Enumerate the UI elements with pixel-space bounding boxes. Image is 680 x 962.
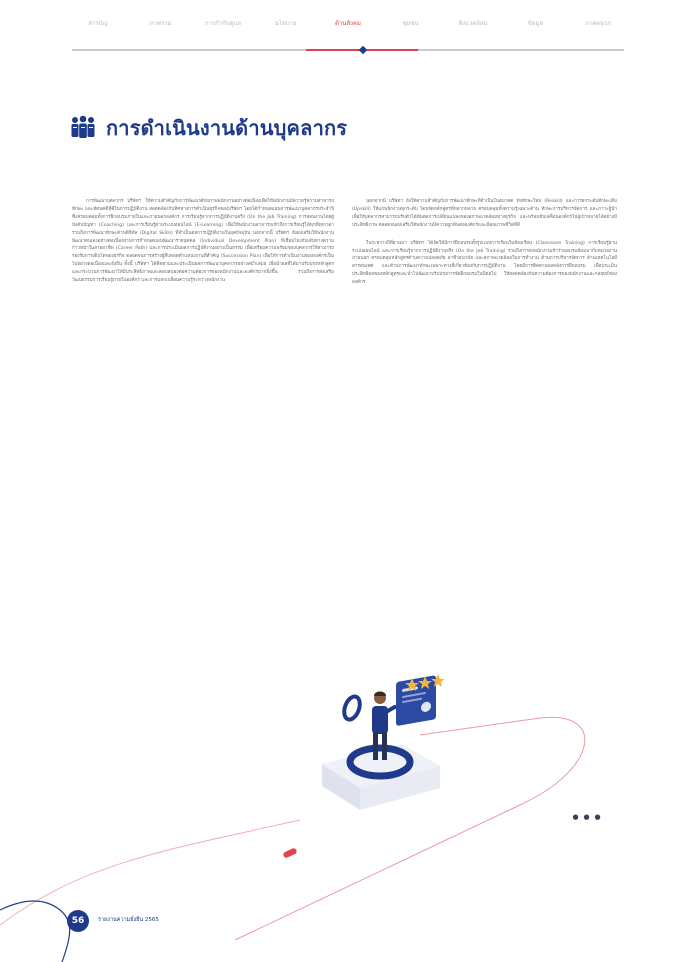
people-group-icon: [68, 113, 98, 143]
nav-item[interactable]: สิ่งแวดล้อม: [458, 20, 488, 27]
nav-item[interactable]: ภาพรวม: [149, 20, 172, 27]
body-paragraph: ในระหว่างปีที่ผ่านมา บริษัทฯ ได้จัดให้มีการฝึกอบรมทั้งรูปแบบการเรียนในห้องเรียน (Classroom Training) การเรียนรู้ผ่านระบบออนไลน์ และการเรียนรู้จากการปฏิบัติงานจริง (On the Job Training) รวมถึงการส่งพนักงานเข้าร่วมอบรมสัมมนากับหน่วยงานภายนอก ครอบคลุมหลักสูตรด้านความปลอดภัย อาชีวอนามัย และสภาพแวดล้อมในการทำงาน ด้านการบริหารจัดการ ด้านเทคโนโลยีสารสนเทศ และด้านการพัฒนาทักษะเฉพาะทางที่เกี่ยวข้องกับการปฏิบัติงาน โดยมีการติดตามผลหลังการฝึกอบรม เพื่อประเมินประสิทธิผลของหลักสูตรและนำไปพัฒนาปรับปรุงการจัดฝึกอบรมในปีต่อไป ให้สอดคล้องกับความต้องการของพนักงานและกลยุทธ์ขององค์กร: [352, 240, 617, 286]
section-heading: [68, 112, 347, 144]
page-number-badge: 56: [67, 910, 89, 932]
body-column-right: [352, 198, 617, 578]
nav-item[interactable]: นโยบาย: [274, 20, 297, 27]
nav-item[interactable]: ข้อมูล: [527, 20, 544, 27]
nav-item[interactable]: สารบัญ: [88, 20, 108, 27]
nav-item[interactable]: ด้านสังคม: [335, 20, 361, 27]
dot-icon: ●: [594, 813, 601, 821]
top-navigation: [72, 20, 624, 56]
body-paragraph: นอกจากนี้ บริษัทฯ ยังให้ความสำคัญกับการพัฒนาทักษะที่จำเป็นในอนาคต ทั้งทักษะใหม่ (Reskill) และการยกระดับทักษะเดิม (Upskill) ให้แก่พนักงานทุกระดับ โดยจัดหลักสูตรที่หลากหลาย ครอบคลุมทั้งความรู้เฉพาะด้าน ทักษะการบริหารจัดการ และภาวะผู้นำ เพื่อให้บุคลากรสามารถปรับตัวได้ทันต่อการเปลี่ยนแปลงของสภาพแวดล้อมทางธุรกิจ และพร้อมขับเคลื่อนองค์กรไปสู่เป้าหมายได้อย่างมีประสิทธิภาพ ตลอดจนส่งเสริมให้พนักงานมีความผูกพันต่อองค์กรและมีคุณภาพชีวิตที่ดี: [352, 199, 617, 228]
nav-item[interactable]: การกำกับดูแล: [204, 20, 242, 27]
footer-report-title: รายงานความยั่งยืน 2565: [98, 917, 159, 923]
nav-item[interactable]: ภาคผนวก: [585, 20, 611, 27]
dot-icon: ●: [572, 813, 579, 821]
track-path-navy: [0, 901, 70, 962]
person-achievement-illustration: [0, 640, 680, 962]
nav-marker-icon: [359, 46, 367, 54]
nav-item[interactable]: ชุมชน: [402, 20, 419, 27]
page-title: การดำเนินงานด้านบุคลากร: [106, 116, 348, 140]
nav-items: [72, 20, 624, 27]
decorative-dots: [572, 814, 601, 821]
track-path-lower: [0, 820, 300, 925]
capsule-icon: [282, 847, 297, 858]
body-column-left: [72, 198, 334, 578]
body-paragraph: การพัฒนาบุคลากร บริษัทฯ ให้ความสำคัญกับการพัฒนาศักยภาพพนักงานอย่างต่อเนื่องเพื่อให้พนักงานมีความรู้ความสามารถ ทักษะ และทัศนคติที่ดีในการปฏิบัติงาน สอดคล้องกับทิศทางการดำเนินธุรกิจของบริษัทฯ โดยได้กำหนดแผนการพัฒนาบุคลากรประจำปี ซึ่งครอบคลุมทั้งการฝึกอบรมภายในและภายนอกองค์กร การเรียนรู้จากการปฏิบัติงานจริง (On the Job Training) การสอนงานโดยผู้บังคับบัญชา (Coaching) และการเรียนรู้ผ่านระบบออนไลน์ (E-Learning) เพื่อให้พนักงานสามารถเข้าถึงการเรียนรู้ได้ทุกที่ทุกเวลา รวมถึงการพัฒนาทักษะด้านดิจิทัล (Digital Skills) ที่จำเป็นต่อการปฏิบัติงานในยุคปัจจุบัน นอกจากนี้ บริษัทฯ ยังส่งเสริมให้พนักงานพัฒนาตนเองอย่างต่อเนื่องผ่านการกำหนดแผนพัฒนารายบุคคล (Individual Development Plan) ที่เชื่อมโยงกับเส้นทางความก้าวหน้าในสายอาชีพ (Career Path) และการประเมินผลการปฏิบัติงานอย่างเป็นธรรม เพื่อเตรียมความพร้อมของบุคลากรให้สามารถรองรับการเติบโตของธุรกิจ ตลอดจนการสร้างผู้สืบทอดตำแหน่งงานที่สำคัญ (Succession Plan) เพื่อให้การดำเนินงานขององค์กรเป็นไปอย่างต่อเนื่องและยั่งยืน ทั้งนี้ บริษัทฯ ได้ติดตามและประเมินผลการพัฒนาบุคลากรอย่างสม่ำเสมอ เพื่อนำผลที่ได้มาปรับปรุงหลักสูตรและกระบวนการพัฒนาให้มีประสิทธิภาพและตอบสนองต่อความต้องการของพนักงานและองค์กรมากยิ่งขึ้น รวมถึงการส่งเสริมวัฒนธรรมการเรียนรู้ภายในองค์กร และการแลกเปลี่ยนความรู้ระหว่างพนักงาน: [72, 199, 334, 284]
dot-icon: ●: [583, 813, 590, 821]
